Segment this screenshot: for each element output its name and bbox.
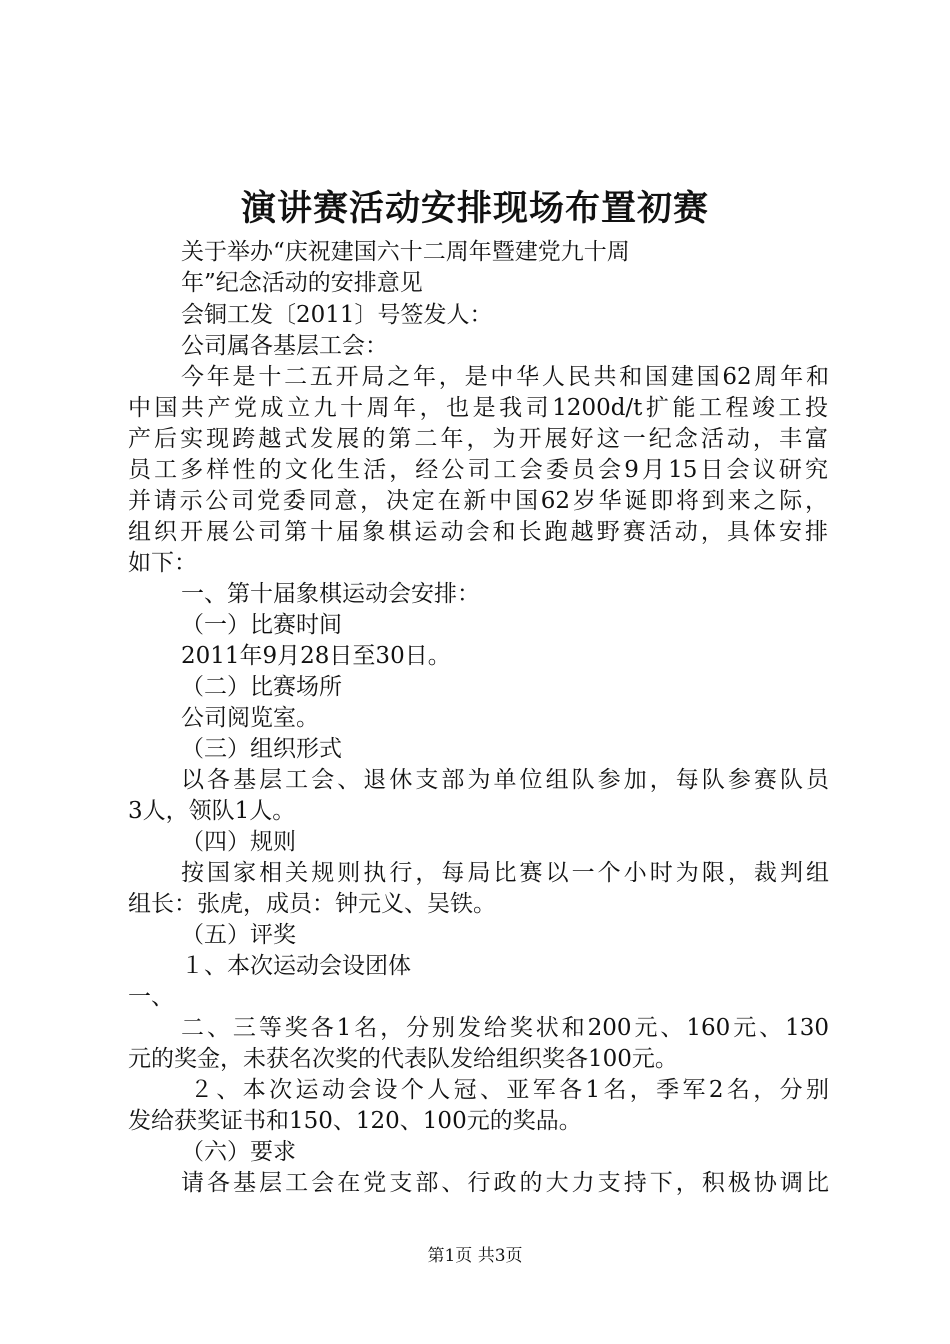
text-line: 今年是十二五开局之年，是中华人民共和国建国62周年和 bbox=[181, 364, 829, 390]
text-line: 请各基层工会在党支部、行政的大力支持下，积极协调比 bbox=[181, 1170, 829, 1196]
text-line: 元的奖金，未获名次奖的代表队发给组织奖各100元。 bbox=[128, 1046, 678, 1072]
text-line: 发给获奖证书和150、120、100元的奖品。 bbox=[128, 1108, 582, 1134]
text-line: ２、本次运动会设个人冠、亚军各1名，季军2名，分别 bbox=[190, 1077, 829, 1103]
text-line: 会铜工发〔2011〕号签发人： bbox=[181, 302, 493, 328]
document-title: 演讲赛活动安排现场布置初赛 bbox=[240, 188, 709, 229]
text-line: 公司阅览室。 bbox=[181, 705, 319, 731]
text-line: 产后实现跨越式发展的第二年，为开展好这一纪念活动，丰富 bbox=[128, 426, 828, 452]
section-heading: 一、第十届象棋运动会安排： bbox=[181, 581, 480, 607]
text-line: 一、 bbox=[128, 984, 174, 1010]
subsection-heading: （二）比赛场所 bbox=[181, 674, 342, 700]
text-line: 公司属各基层工会： bbox=[181, 333, 388, 359]
text-line: 中国共产党成立九十周年，也是我司1200d/t扩能工程竣工投 bbox=[128, 395, 828, 421]
text-line: 年”纪念活动的安排意见 bbox=[181, 270, 423, 296]
text-line: 关于举办“庆祝建国六十二周年暨建党九十周 bbox=[181, 239, 630, 265]
text-line: 以各基层工会、退休支部为单位组队参加，每队参赛队员 bbox=[181, 767, 829, 793]
text-line: 按国家相关规则执行，每局比赛以一个小时为限，裁判组 bbox=[181, 860, 829, 886]
text-line: 3人，领队1人。 bbox=[128, 798, 296, 824]
subsection-heading: （三）组织形式 bbox=[181, 736, 342, 762]
subsection-heading: （四）规则 bbox=[181, 829, 296, 855]
text-line: 组织开展公司第十届象棋运动会和长跑越野赛活动，具体安排 bbox=[128, 519, 828, 545]
text-line: 2011年9月28日至30日。 bbox=[181, 643, 451, 669]
text-line: 组长：张虎，成员：钟元义、吴铁。 bbox=[128, 891, 496, 917]
text-line: 并请示公司党委同意，决定在新中国62岁华诞即将到来之际， bbox=[128, 488, 828, 514]
subsection-heading: （一）比赛时间 bbox=[181, 612, 342, 638]
subsection-heading: （五）评奖 bbox=[181, 922, 296, 948]
text-line: １、本次运动会设团体 bbox=[181, 953, 411, 979]
page-number: 第1页 共3页 bbox=[427, 1246, 523, 1266]
text-line: 二、三等奖各1名，分别发给奖状和200元、160元、130 bbox=[181, 1015, 829, 1041]
subsection-heading: （六）要求 bbox=[181, 1139, 296, 1165]
text-line: 如下： bbox=[128, 550, 197, 576]
text-line: 员工多样性的文化生活，经公司工会委员会9月15日会议研究 bbox=[128, 457, 828, 483]
